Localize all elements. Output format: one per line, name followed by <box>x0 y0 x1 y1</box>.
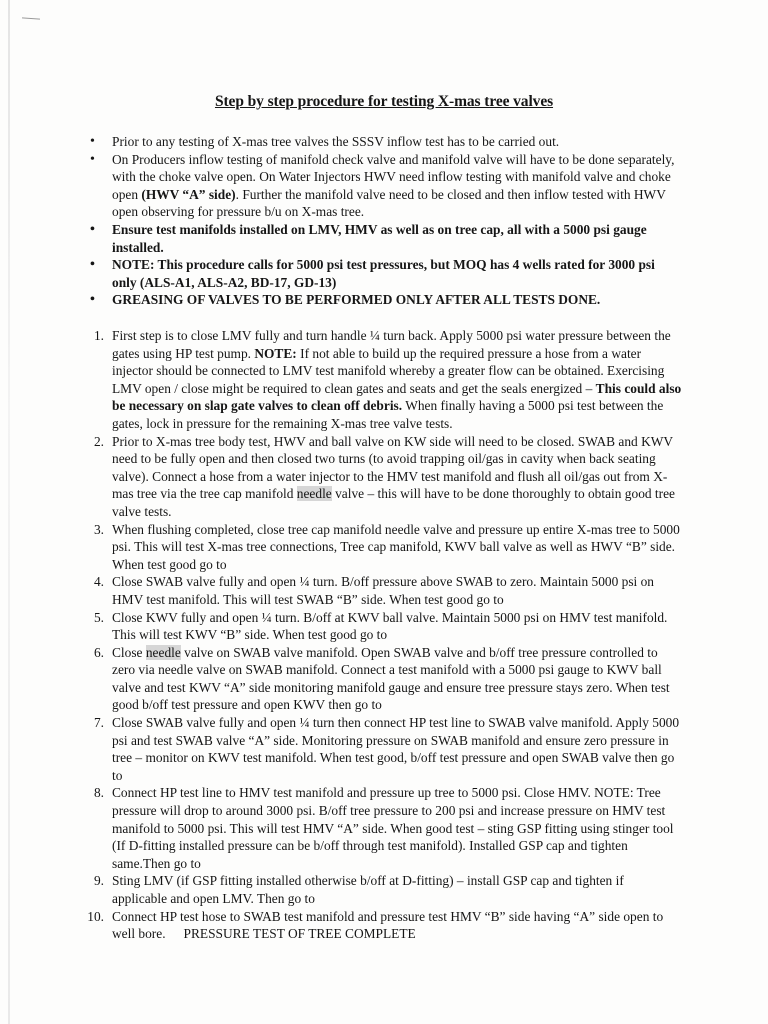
step-text: valve – this will have to be done thoroughly to obtain good tree valve tests. <box>112 486 676 519</box>
step-item <box>93 784 682 872</box>
bullet-item <box>112 291 682 309</box>
procedure-steps <box>87 327 682 943</box>
step-item <box>93 573 682 608</box>
bullet-text: Prior to any testing of X-mas tree valves the SSSV inflow test has to be carried out. <box>112 134 560 149</box>
bullet-item <box>112 221 682 256</box>
scan-mark <box>22 17 40 19</box>
step-text: valve on SWAB valve manifold. Open SWAB valve and b/off tree pressure controlled to zero via needle valve on SWAB manifold. Connect a test manifold with a 5000 psi gauge to KWV ball valve and test KWV “A” side monitoring manifold gauge and ensure tree pressure stays zero. When test good b/off test pressure and open KWV then go to <box>112 644 670 713</box>
bullet-item <box>112 151 682 221</box>
step-number: 7. <box>93 715 104 731</box>
step-item <box>93 872 682 907</box>
step-text: Close SWAB valve fully and open ¼ turn. B/off pressure above SWAB to zero. Maintain 5000 psi on HMV test manifold. This will test SWAB “B” side. When test good go to <box>112 574 654 607</box>
step-item <box>87 908 682 943</box>
step-item <box>93 433 682 521</box>
step-number: 4. <box>93 574 104 590</box>
step-number: 2. <box>93 433 104 449</box>
step-number: 3. <box>93 521 104 537</box>
step-text: Connect HP test hose to SWAB test manifold and pressure test HMV “B” side having “A” side open to well bore. <box>112 908 664 942</box>
step-text: Prior to X-mas tree body test, HWV and ball valve on KW side will need to be closed. SWAB and KWV need to be fully open and then closed two turns (to avoid trapping oil/gas in cavity when back seating valve). Connect a hose from a water injector to the HMV test manifold and flush all oil/gas out from X-mas tree via the tree cap manifold <box>112 433 673 502</box>
document-title: Step by step procedure for testing X-mas tree valves <box>214 93 554 110</box>
step-text: When finally having a 5000 psi test between the gates, lock in pressure for the remaining X-mas tree valve tests. <box>112 398 664 431</box>
step-number: 9. <box>93 873 104 889</box>
step-number: 10. <box>87 908 104 924</box>
step-item <box>93 327 682 433</box>
step-text: When flushing completed, close tree cap manifold needle valve and pressure up entire X-mas tree to 5000 psi. This will test X-mas tree connections, Tree cap manifold, KWV ball valve as well as HWV “B” side. When test good go to <box>112 521 680 572</box>
step-number: 8. <box>93 785 104 801</box>
bullet-text: On Producers inflow testing of manifold check valve and manifold valve will have to be done separately, with the choke valve open. On Water Injectors HWV need inflow testing with manifold valve and choke open <box>112 151 675 202</box>
bullet-text: GREASING OF VALVES TO BE PERFORMED ONLY AFTER ALL TESTS DONE. <box>112 292 601 308</box>
step-item <box>93 521 682 574</box>
bullet-bold-text: (HWV “A” side) <box>141 186 236 202</box>
highlighted-word: needle <box>145 644 181 660</box>
highlighted-word: needle <box>296 486 332 502</box>
bullet-text: Ensure test manifolds installed on LMV, HMV as well as on tree cap, all with a 5000 psi gauge installed. <box>112 221 647 255</box>
step-text: Connect HP test line to HMV test manifold and pressure up tree to 5000 psi. Close HMV. NOTE: Tree pressure will drop to around 3000 psi. B/off tree pressure to 200 psi and increase pressure on HMV test manifold to 5000 psi. This will test HMV “A” side. When good test – sting GSP fitting using stinger tool (If D-fitting installed pressure can be b/off through test manifold). Installed GSP cap and tighten same.Then go to <box>112 785 674 871</box>
step-number: 1. <box>93 328 104 343</box>
step-number: 5. <box>93 609 104 625</box>
bullet-item <box>112 133 682 151</box>
step-text: Close KWV fully and open ¼ turn. B/off at KWV ball valve. Maintain 5000 psi on HMV test manifold. This will test KWV “B” side. When test good go to <box>112 609 668 643</box>
step-bold-text: This could also be necessary on slap gate valves to clean off debris. <box>112 380 682 414</box>
bullet-list <box>112 133 682 309</box>
step-closing-text: PRESSURE TEST OF TREE COMPLETE <box>183 926 416 942</box>
step-item <box>93 609 682 644</box>
step-text: If not able to build up the required pressure a hose from a water injector should be connected to LMV test manifold whereby a greater flow can be obtained. Exercising LMV open / close might be required to clean gates and seats and get the seals energized – <box>112 345 665 396</box>
step-text: Close SWAB valve fully and open ¼ turn then connect HP test line to SWAB valve manifold. Apply 5000 psi and test SWAB valve “A” side. Monitoring pressure on SWAB manifold and ensure zero pressure in tree – monitor on KWV test manifold. When test good, b/off test pressure and open SWAB valve then go to <box>112 715 680 783</box>
step-item <box>93 714 682 784</box>
bullet-text: . Further the manifold valve need to be closed and then inflow tested with HWV open observing for pressure b/u on X-mas tree. <box>112 186 666 220</box>
step-number: 6. <box>93 644 104 660</box>
step-item <box>93 644 682 714</box>
bullet-item <box>112 256 682 291</box>
step-text: First step is to close LMV fully and turn handle ¼ turn back. Apply 5000 psi water pressure between the gates using HP test pump. <box>112 328 671 361</box>
step-text: Sting LMV (if GSP fitting installed otherwise b/off at D-fitting) – install GSP cap and tighten if applicable and open LMV. Then go to <box>112 873 624 906</box>
step-bold-text: NOTE: <box>254 345 297 361</box>
step-text: Close <box>112 644 146 660</box>
bullet-text: NOTE: This procedure calls for 5000 psi test pressures, but MOQ has 4 wells rated for 3000 psi only (ALS-A1, ALS-A2, BD-17, GD-13) <box>112 257 655 290</box>
scan-edge <box>8 0 10 1024</box>
